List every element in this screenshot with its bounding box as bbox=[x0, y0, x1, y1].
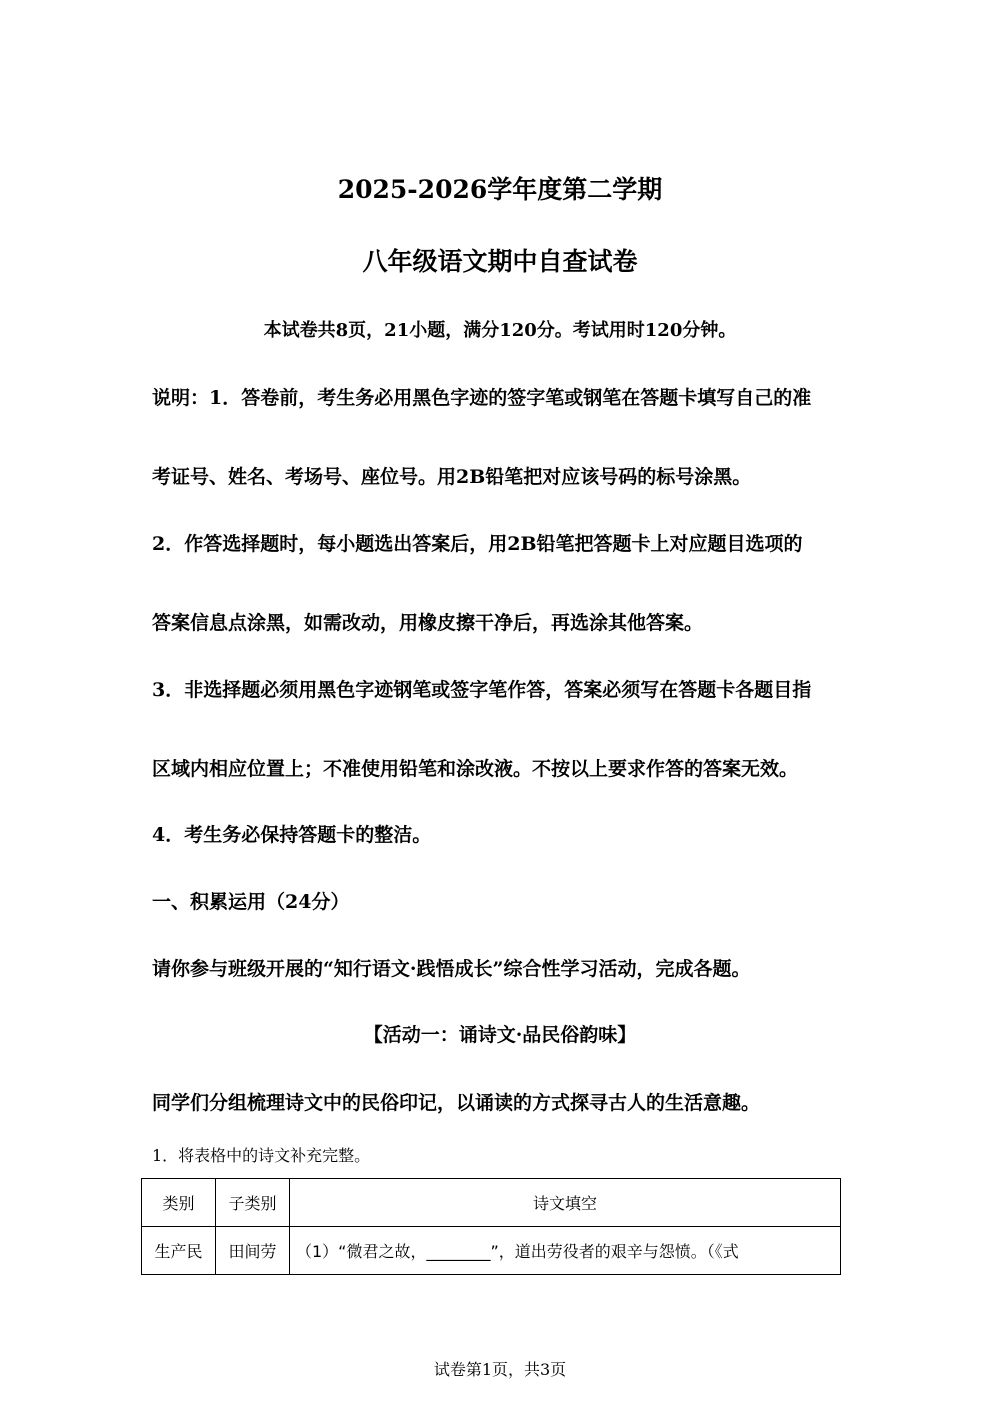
section-intro: 请你参与班级开展的“知行语文·践悟成长”综合性学习活动，完成各题。 bbox=[152, 958, 751, 980]
table-cell: 田间劳 bbox=[216, 1227, 290, 1275]
instruction-line: 3．非选择题必须用黑色字迹钢笔或签字笔作答，答案必须写在答题卡各题目指 bbox=[152, 679, 812, 701]
table-header-cell: 诗文填空 bbox=[290, 1179, 841, 1227]
poem-fill-table bbox=[141, 1178, 841, 1275]
table-header-cell: 类别 bbox=[142, 1179, 216, 1227]
page-footer: 试卷第1页，共3页 bbox=[433, 1360, 567, 1379]
instruction-line: 2．作答选择题时，每小题选出答案后，用2B铅笔把答题卡上对应题目选项的 bbox=[152, 533, 803, 555]
table-row bbox=[142, 1227, 841, 1275]
instruction-line: 说明：1．答卷前，考生务必用黑色字迹的签字笔或钢笔在答题卡填写自己的准 bbox=[152, 387, 812, 409]
question-1: 1．将表格中的诗文补充完整。 bbox=[152, 1146, 371, 1165]
instruction-line: 区域内相应位置上；不准使用铅笔和涂改液。不按以上要求作答的答案无效。 bbox=[152, 758, 799, 780]
activity-description: 同学们分组梳理诗文中的民俗印记，以诵读的方式探寻古人的生活意趣。 bbox=[152, 1092, 761, 1114]
exam-title-line2: 八年级语文期中自查试卷 bbox=[362, 247, 638, 276]
instruction-line: 考证号、姓名、考场号、座位号。用2B铅笔把对应该号码的标号涂黑。 bbox=[152, 466, 752, 488]
section-heading: 一、积累运用（24分） bbox=[152, 891, 350, 913]
exam-summary: 本试卷共8页，21小题，满分120分。考试用时120分钟。 bbox=[263, 320, 737, 341]
instruction-line: 答案信息点涂黑，如需改动，用橡皮擦干净后，再选涂其他答案。 bbox=[152, 612, 704, 634]
exam-title-line1: 2025-2026学年度第二学期 bbox=[337, 175, 663, 204]
table-cell: （1）“微君之故，________”，道出劳役者的艰辛与怨愤。（《式 bbox=[290, 1227, 841, 1275]
table-header-row bbox=[142, 1179, 841, 1227]
instruction-line: 4．考生务必保持答题卡的整洁。 bbox=[152, 824, 432, 846]
table-cell: 生产民 bbox=[142, 1227, 216, 1275]
activity-title: 【活动一：诵诗文·品民俗韵味】 bbox=[363, 1024, 637, 1046]
table-header-cell: 子类别 bbox=[216, 1179, 290, 1227]
